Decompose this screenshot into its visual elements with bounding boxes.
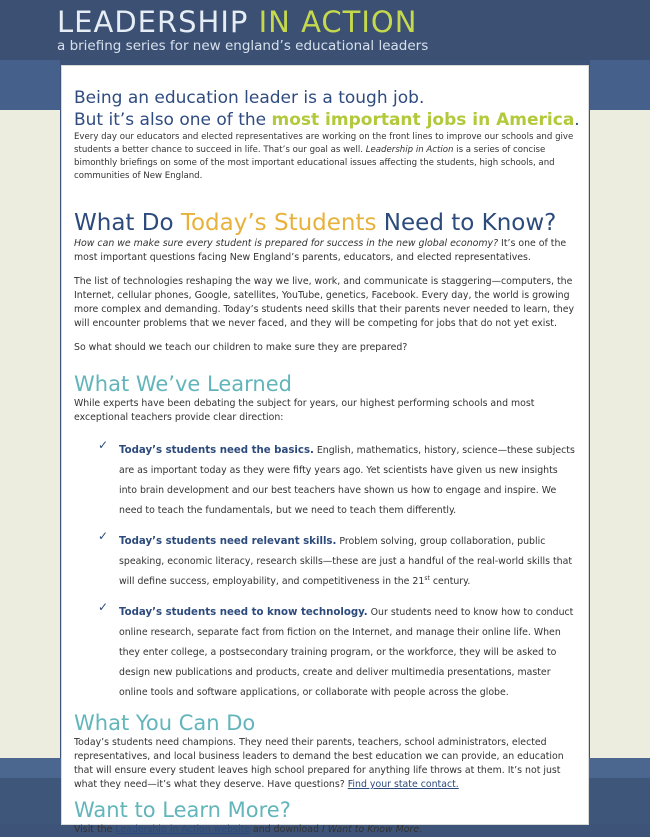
- list-item: [98, 438, 578, 518]
- more-italic-title: I Want to Know More: [321, 824, 420, 835]
- list-item: [98, 600, 578, 700]
- intro-body: [74, 131, 578, 183]
- more-text-after: .: [419, 824, 423, 835]
- masthead-title: [57, 4, 597, 40]
- do-text: Today’s students need champions. They need their parents, teachers, school administrators, elected representatives, and local business leaders to demand the best education we can provide, an education that will ensure every student leaves high school prepared for anything life throws at them. It’s not just what they need—it’s what they deserve. Have questions?: [74, 737, 564, 790]
- list-item-body: [119, 445, 575, 516]
- learned-intro: While experts have been debating the subject for years, our highest performing schools and most exceptional teachers provide clear direction:: [74, 398, 535, 423]
- list-item-text: Problem solving, group collaboration, public speaking, economic literacy, research skills—these are just a handful of the real-world skills that will define success, employability, and competitiveness in the 21: [119, 536, 573, 587]
- know-heading-gold: Today’s Students: [180, 210, 377, 236]
- know-p1-rest: It’s one of the most important questions facing New England’s parents, educators, and elected representatives.: [74, 238, 567, 263]
- learned-heading: What We’ve Learned: [74, 372, 292, 396]
- more-text-before: Visit the: [74, 824, 116, 835]
- more-heading: Want to Learn More?: [74, 798, 291, 822]
- list-item-body: [119, 607, 573, 698]
- checkmark-icon: ✓: [98, 438, 109, 452]
- left-background-panel: [0, 60, 60, 760]
- intro-heading-line2: [74, 109, 578, 131]
- list-item-text: Our students need to know how to conduct online research, separate fact from fiction on the Internet, and manage their online life. When they enter college, a postsecondary training program, or the workforce, they will be asked to design new publications and products, create and deliver multimedia presentations, master online tools and software applications, or collaborate with people across the globe.: [119, 607, 574, 698]
- know-paragraph-2: The list of technologies reshaping the way we live, work, and communicate is staggering—computers, the Internet, cellular phones, Google, satellites, YouTube, genetics, Facebook. Every day, the world is growing more complex and demanding. Today’s students need skills that their parents never needed to learn, they will encounter problems that we never faced, and they will be competing for jobs that do not yet exist.: [74, 276, 575, 329]
- masthead-title-in-action: IN ACTION: [258, 5, 418, 39]
- list-item-text-after: century.: [429, 576, 471, 587]
- intro-body-italic: Leadership in Action: [365, 145, 454, 155]
- masthead-subtitle: a briefing series for new england’s educational leaders: [57, 38, 429, 54]
- newsletter-page: [62, 66, 588, 835]
- list-item-body: [119, 536, 572, 587]
- intro-line2-highlight: most important jobs in America: [271, 110, 575, 130]
- right-background-panel: [590, 60, 650, 760]
- list-item: [98, 529, 578, 589]
- intro-line2-suffix: .: [574, 110, 580, 130]
- know-paragraph-1: [74, 237, 578, 265]
- checkmark-icon: ✓: [98, 600, 109, 614]
- page-content: [74, 88, 578, 837]
- do-heading: What You Can Do: [74, 711, 256, 735]
- more-paragraph: [74, 823, 578, 837]
- know-p1-italic: How can we make sure every student is prepared for success in the new global economy?: [74, 238, 499, 249]
- more-text-middle: and download: [250, 824, 322, 835]
- learned-list: [74, 438, 578, 700]
- list-item-text: English, mathematics, history, science—these subjects are as important today as they were fifty years ago. Yet scientists have given us new insights into brain development and our best teachers have shown us how to engage and inspire. We need to teach the fundamentals, but we need to teach them differently.: [119, 445, 575, 516]
- checkmark-icon: ✓: [98, 529, 109, 543]
- intro-body-part1: Every day our educators and elected representatives are working on the front lines to improve our schools and give students a better chance to succeed in life. That’s our goal as well.: [74, 132, 574, 155]
- know-heading-part2: Need to Know?: [376, 210, 557, 236]
- masthead: [57, 4, 597, 54]
- intro-body-part2: is a series of concise bimonthly briefings on some of the most important educational issues affecting the students, high schools, and communities of New England.: [74, 145, 555, 181]
- list-item-lead: Today’s students need to know technology.: [119, 607, 368, 618]
- list-item-superscript: st: [424, 574, 430, 582]
- do-paragraph: [74, 736, 578, 792]
- intro-heading-line1: Being an education leader is a tough job.: [74, 88, 425, 108]
- masthead-title-leadership: LEADERSHIP: [57, 5, 259, 39]
- list-item-lead: Today’s students need the basics.: [119, 445, 314, 456]
- right-accent-strip: [590, 60, 650, 110]
- know-paragraph-3: So what should we teach our children to make sure they are prepared?: [74, 342, 408, 353]
- left-accent-strip: [0, 60, 60, 110]
- know-heading-part1: What Do: [74, 210, 181, 236]
- state-contact-link[interactable]: Find your state contact.: [347, 779, 459, 790]
- intro-line2-prefix: But it’s also one of the: [74, 110, 272, 130]
- list-item-lead: Today’s students need relevant skills.: [119, 536, 337, 547]
- know-heading: [74, 209, 578, 237]
- website-link[interactable]: Leadership in Action website: [115, 824, 251, 835]
